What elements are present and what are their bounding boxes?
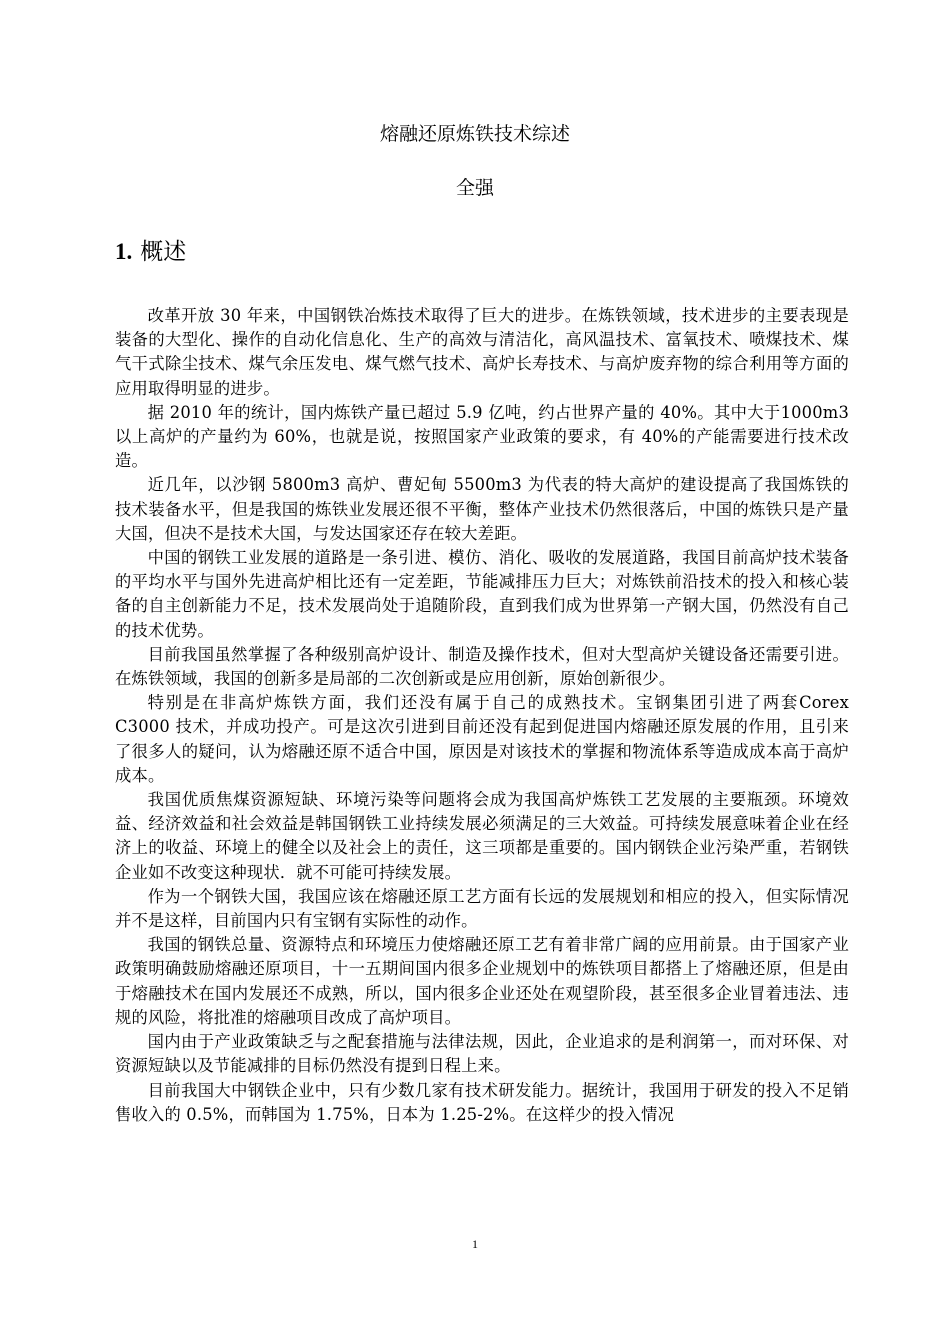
paragraph: 我国优质焦煤资源短缺、环境污染等问题将会成为我国高炉炼铁工艺发展的主要瓶颈。环境效益、经济效益和社会效益是韩国钢铁工业持续发展必须满足的三大效益。可持续发展意味着企业在经济上的收益、环境上的健全以及社会上的责任，这三项都是重要的。国内钢铁企业污染严重，若钢铁企业如不改变这种现状．就不可能可持续发展。 (115, 790, 849, 882)
paragraph: 作为一个钢铁大国，我国应该在熔融还原工艺方面有长远的发展规划和相应的投入，但实际情况并不是这样，目前国内只有宝钢有实际性的动作。 (115, 886, 849, 931)
paragraph: 近几年，以沙钢 5800m3 高炉、曹妃甸 5500m3 为代表的特大高炉的建设提高了我国炼铁的技术装备水平，但是我国的炼铁业发展还很不平衡，整体产业技术仍然很落后，中国的炼铁只是产量大国，但决不是技术大国，与发达国家还存在较大差距。 (115, 475, 849, 543)
section-title: 概述 (140, 239, 187, 265)
paragraph: 中国的钢铁工业发展的道路是一条引进、模仿、消化、吸收的发展道路，我国目前高炉技术装备的平均水平与国外先进高炉相比还有一定差距，节能减排压力巨大；对炼铁前沿技术的投入和核心装备的自主创新能力不足，技术发展尚处于追随阶段，直到我们成为世界第一产钢大国，仍然没有自己的技术优势。 (115, 548, 849, 640)
paragraph: 目前我国大中钢铁企业中，只有少数几家有技术研发能力。据统计，我国用于研发的投入不足销售收入的 0.5%，而韩国为 1.75%，日本为 1.25-2%。在这样少的投入情况 (115, 1080, 849, 1124)
paragraph: 特别是在非高炉炼铁方面，我们还没有属于自己的成熟技术。宝钢集团引进了两套Corex C3000 技术，并成功投产。可是这次引进到目前还没有起到促进国内熔融还原发展的作用，且引来了很多人的疑问，认为熔融还原不适合中国，原因是对该技术的掌握和物流体系等造成成本高于高炉成本。 (115, 693, 849, 785)
body-text (115, 304, 849, 1127)
page-number: 1 (472, 1237, 478, 1251)
paragraph: 国内由于产业政策缺乏与之配套措施与法律法规，因此，企业追求的是利润第一，而对环保、对资源短缺以及节能减排的目标仍然没有提到日程上来。 (115, 1032, 849, 1076)
section-heading (115, 236, 186, 268)
paragraph: 目前我国虽然掌握了各种级别高炉设计、制造及操作技术，但对大型高炉关键设备还需要引进。在炼铁领域，我国的创新多是局部的二次创新或是应用创新，原始创新很少。 (115, 644, 849, 689)
paragraph: 据 2010 年的统计，国内炼铁产量已超过 5.9 亿吨，约占世界产量的 40%。其中大于1000m3 以上高炉的产量约为 60%，也就是说，按照国家产业政策的要求，有 40%的产能需要进行技术改造。 (115, 402, 849, 471)
section-number: 1. (115, 239, 133, 264)
document-title: 熔融还原炼铁技术综述 (379, 123, 570, 145)
paragraph: 改革开放 30 年来，中国钢铁冶炼技术取得了巨大的进步。在炼铁领域，技术进步的主要表现是装备的大型化、操作的自动化信息化、生产的高效与清洁化，高风温技术、富氧技术、喷煤技术、煤气干式除尘技术、煤气余压发电、煤气燃气技术、高炉长寿技术、与高炉废弃物的综合利用等方面的应用取得明显的进步。 (115, 306, 849, 398)
document-author: 全强 (455, 177, 494, 199)
paragraph: 我国的钢铁总量、资源特点和环境压力使熔融还原工艺有着非常广阔的应用前景。由于国家产业政策明确鼓励熔融还原项目，十一五期间国内很多企业规划中的炼铁项目都搭上了熔融还原，但是由于熔融技术在国内发展还不成熟，所以，国内很多企业还处在观望阶段，甚至很多企业冒着违法、违规的风险，将批准的熔融项目改成了高炉项目。 (115, 935, 849, 1027)
